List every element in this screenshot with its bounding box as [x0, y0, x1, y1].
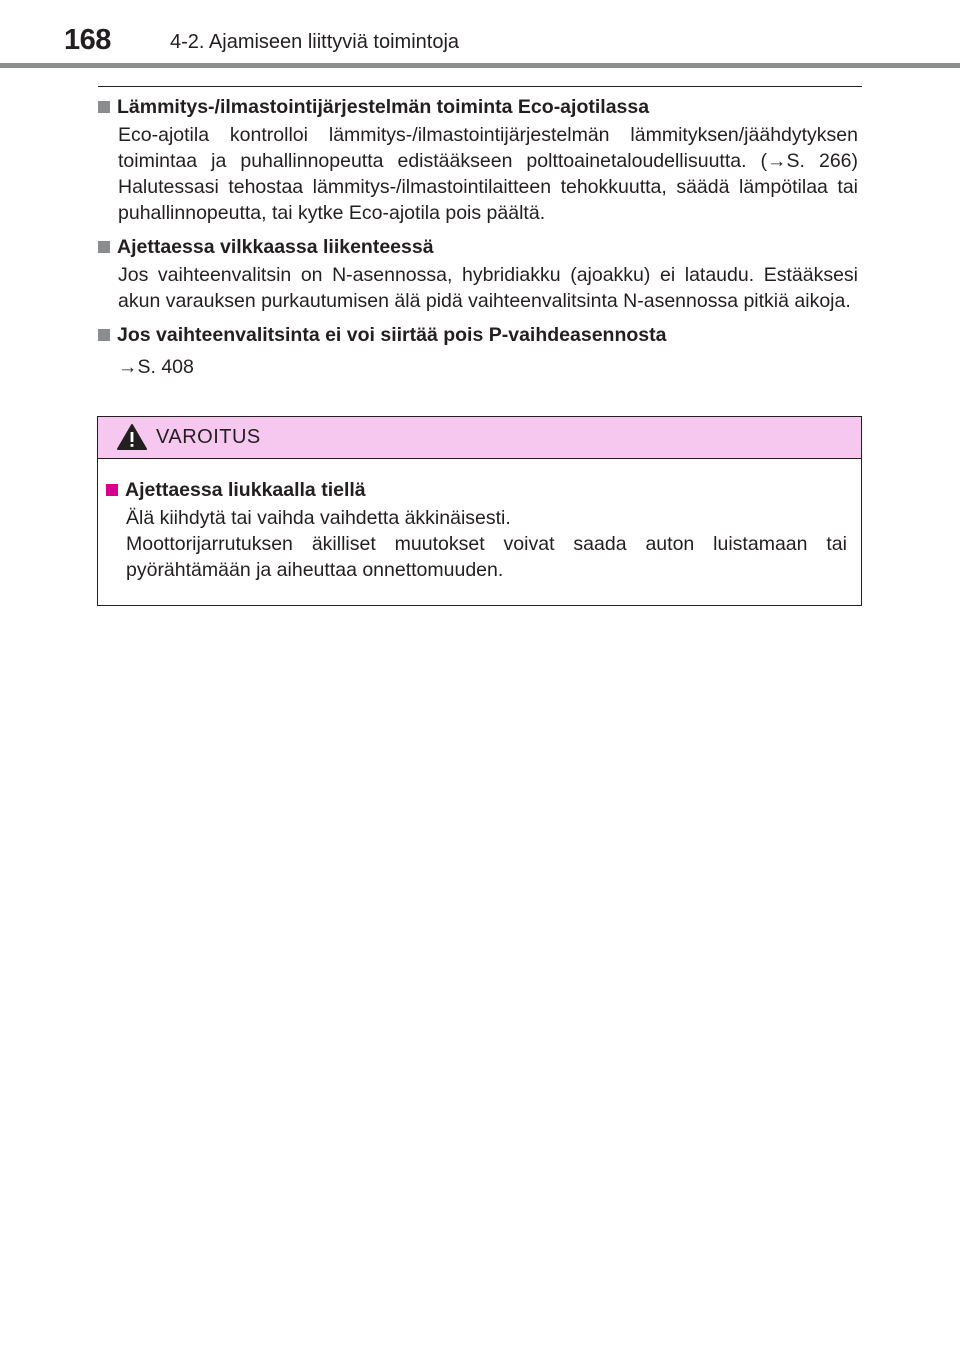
section-heading-text: Lämmitys-/ilmastointijärjestelmän toiminta Eco-ajotilassa [117, 96, 650, 118]
page-reference: →S. 408 [118, 356, 194, 378]
warning-text-line: Moottorijarrutuksen äkilliset muutokset voivat saada auton luistamaan tai pyörähtämään ja aiheuttaa onnettomuuden. [126, 533, 847, 581]
warning-heading-text: Ajettaessa liukkaalla tiellä [125, 479, 366, 501]
main-content [98, 94, 858, 380]
bullet-square-icon [98, 241, 110, 253]
section-heading-text: Jos vaihteenvalitsinta ei voi siirtää pois P-vaihdeasennosta [117, 324, 667, 346]
warning-label: VAROITUS [156, 426, 261, 448]
section-heading [98, 322, 858, 348]
section-heading [98, 234, 858, 260]
section-body: Jos vaihteenvalitsin on N-asennossa, hybridiakku (ajoakku) ei lataudu. Estääksesi akun varauksen purkautumisen älä pidä vaihteenvalitsinta N-asennossa pitkiä aikoja. [118, 264, 858, 312]
section-heading-text: Ajettaessa vilkkaassa liikenteessä [117, 236, 434, 258]
bullet-square-icon [98, 329, 110, 341]
warning-heading [106, 477, 847, 503]
page-number: 168 [64, 24, 111, 56]
bullet-square-icon [106, 484, 118, 496]
bullet-square-icon [98, 101, 110, 113]
warning-text-line: Älä kiihdytä tai vaihda vaihdetta äkkinäisesti. [126, 507, 511, 529]
section-heading [98, 94, 858, 120]
section-title: 4-2. Ajamiseen liittyviä toimintoja [170, 31, 460, 53]
page-header [0, 0, 960, 68]
warning-header [98, 417, 861, 459]
section-body: Eco-ajotila kontrolloi lämmitys-/ilmastointijärjestelmän lämmityksen/jäähdytyksen toimintaa ja puhallinnopeutta edistääkseen polttoainetaloudellisuutta. (→S. 266) Halutessasi tehostaa lämmitys-/ilmastointilaitteen tehokkuutta, säädä lämpötilaa tai puhallinnopeutta, tai kytke Eco-ajotila pois päältä. [118, 124, 858, 224]
warning-triangle-icon [116, 423, 148, 451]
content-divider [98, 86, 862, 87]
warning-box [97, 416, 862, 606]
header-rule [0, 63, 960, 68]
warning-body [98, 459, 861, 583]
